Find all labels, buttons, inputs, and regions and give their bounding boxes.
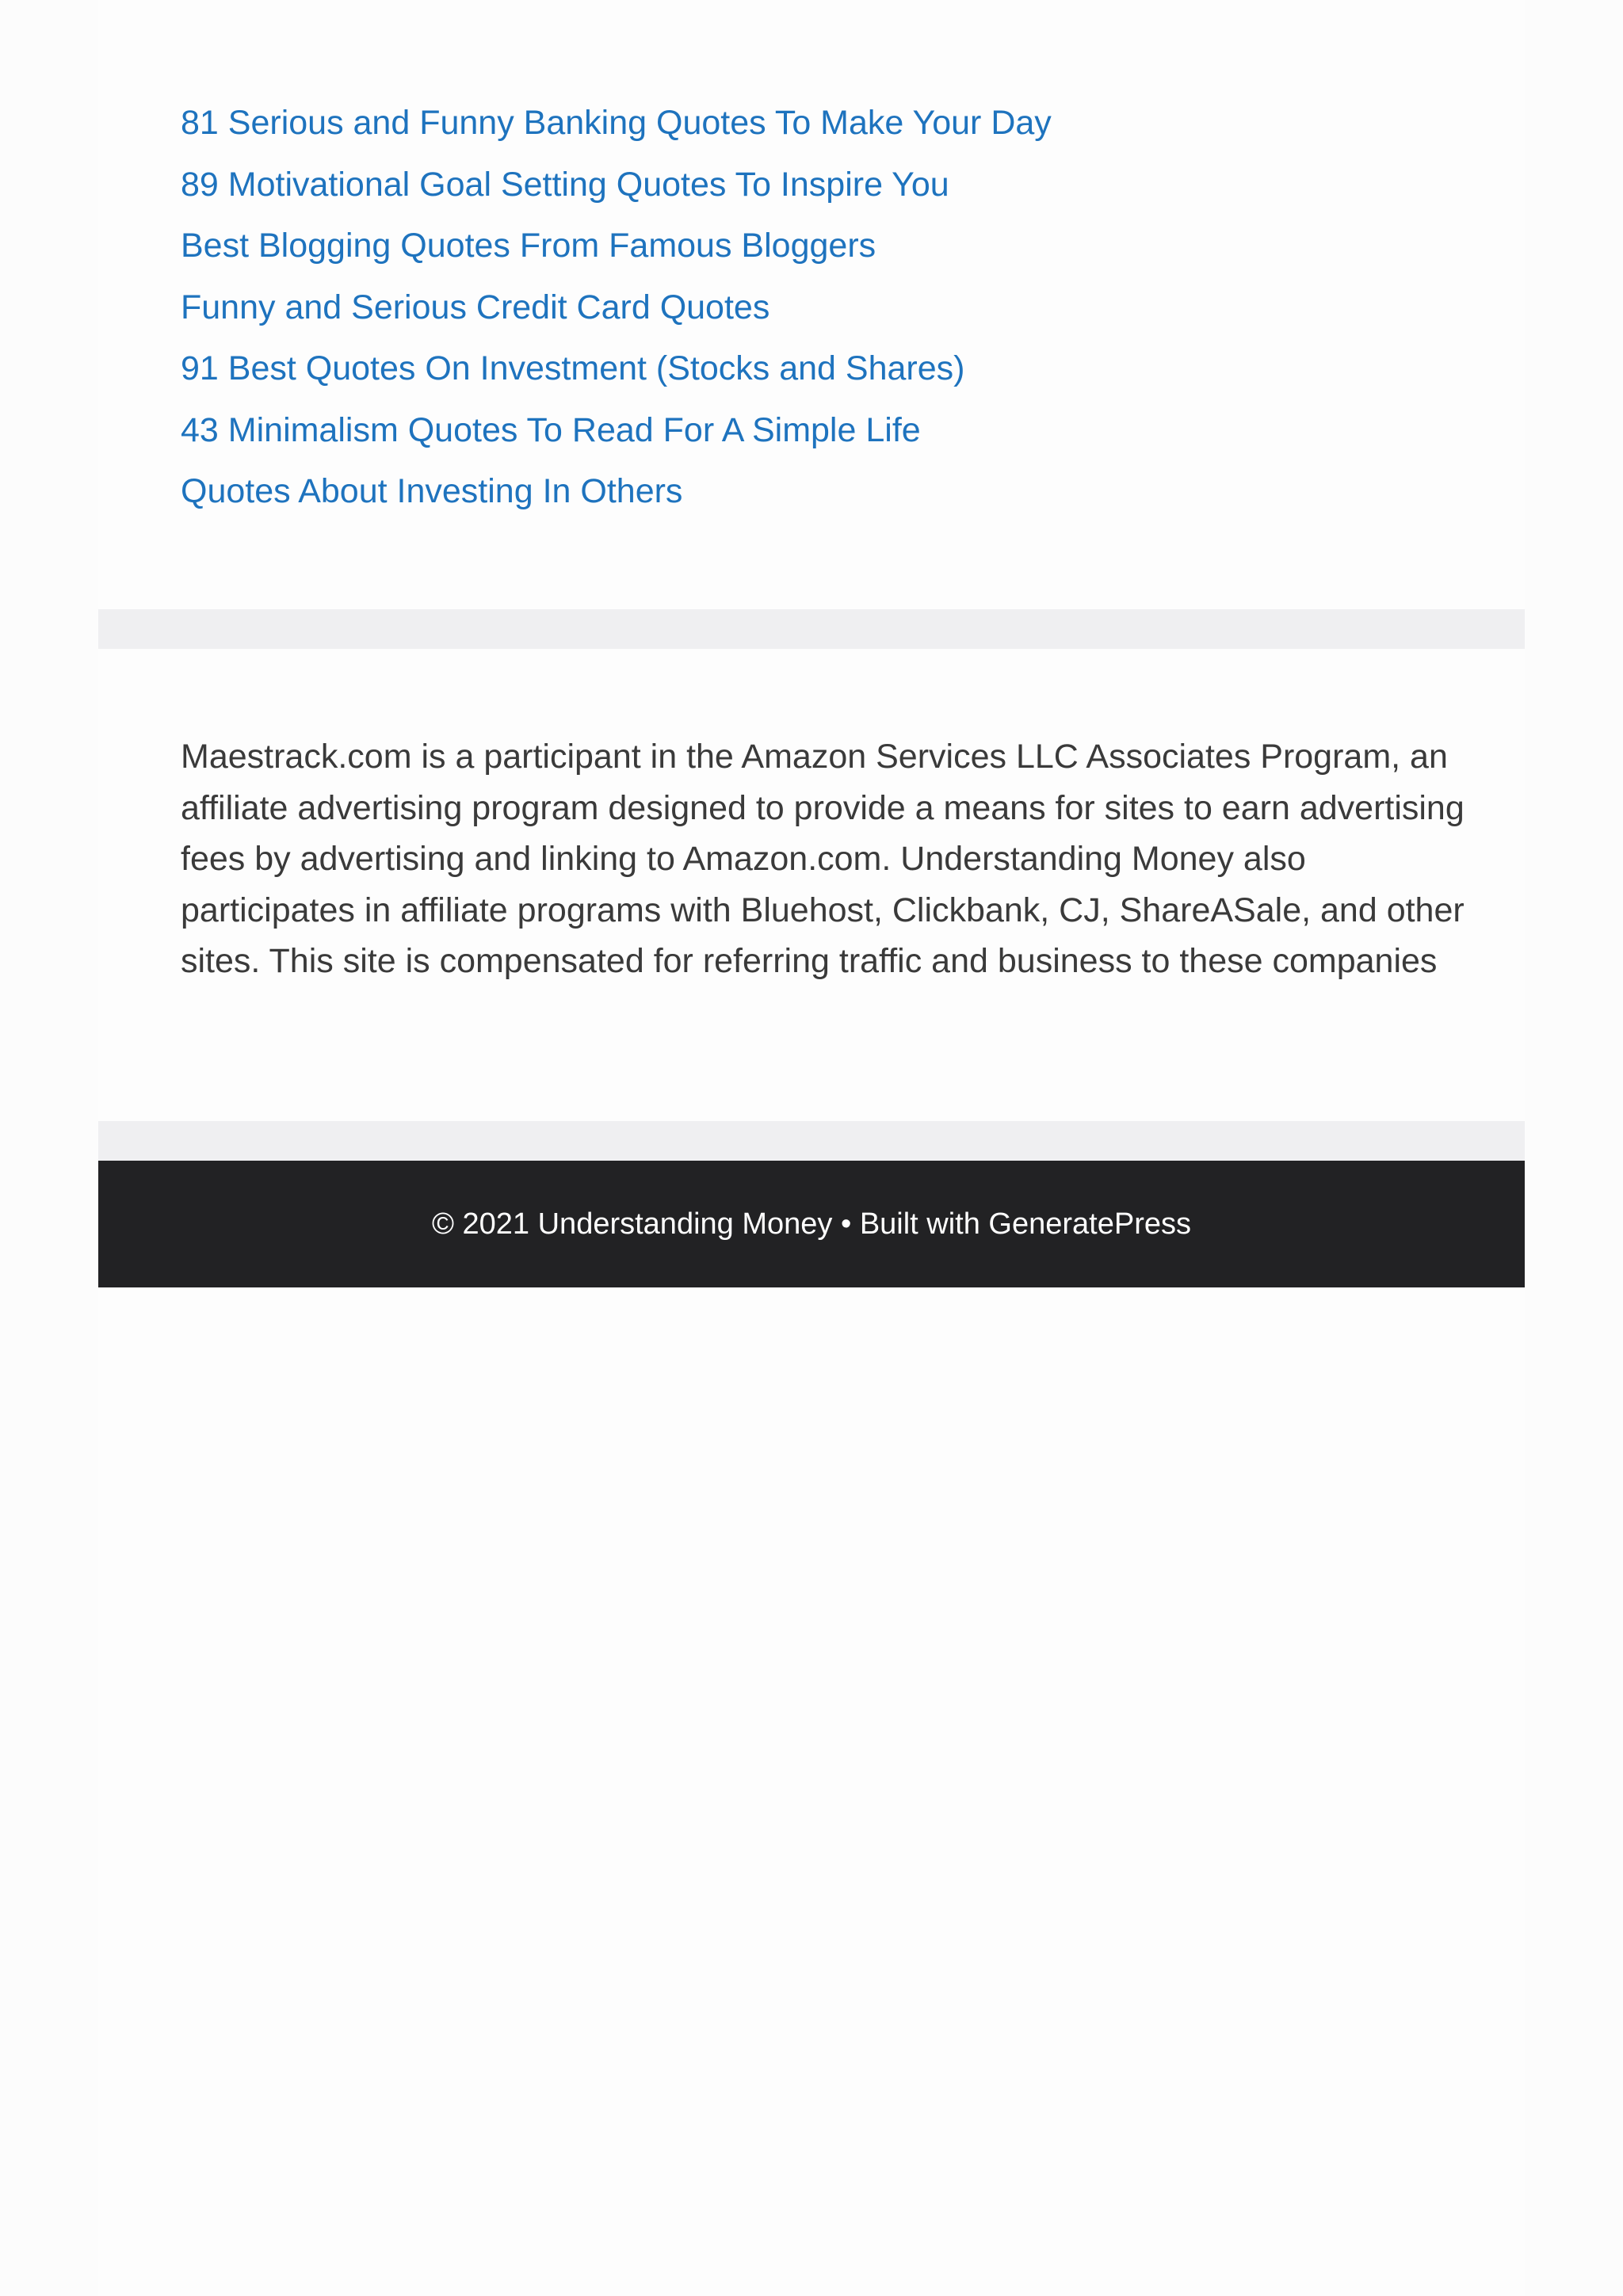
list-item: [181, 97, 1052, 158]
site-footer: [98, 1161, 1525, 1287]
related-post-link[interactable]: Funny and Serious Credit Card Quotes: [181, 288, 770, 326]
related-post-link[interactable]: 43 Minimalism Quotes To Read For A Simple Life: [181, 410, 921, 449]
related-post-link[interactable]: Best Blogging Quotes From Famous Bloggers: [181, 227, 876, 265]
affiliate-disclosure: Maestrack.com is a participant in the Amazon Services LLC Associates Program, an affiliate advertising program designed to provide a means for sites to earn advertising fees by advertising and linking to Amazon.com. Understanding Money also participates in affiliate programs with Bluehost, Clickbank, CJ, ShareASale, and other sites. This site is compensated for referring traffic and business to these companies: [181, 738, 1465, 981]
copyright-text: © 2021 Understanding Money • Built with GeneratePress: [431, 1207, 1192, 1241]
related-post-link[interactable]: 91 Best Quotes On Investment (Stocks and Shares): [181, 349, 965, 387]
list-item: [181, 158, 1052, 220]
related-post-link[interactable]: Quotes About Investing In Others: [181, 472, 683, 510]
related-posts-list: [181, 97, 1052, 527]
list-item: [181, 342, 1052, 404]
related-post-link[interactable]: 89 Motivational Goal Setting Quotes To Inspire You: [181, 165, 949, 204]
list-item: [181, 465, 1052, 527]
list-item: [181, 219, 1052, 281]
list-item: [181, 281, 1052, 343]
list-item: [181, 404, 1052, 466]
section-divider: [98, 609, 1525, 649]
related-post-link[interactable]: 81 Serious and Funny Banking Quotes To Make Your Day: [181, 104, 1052, 142]
section-divider: [98, 1121, 1525, 1161]
